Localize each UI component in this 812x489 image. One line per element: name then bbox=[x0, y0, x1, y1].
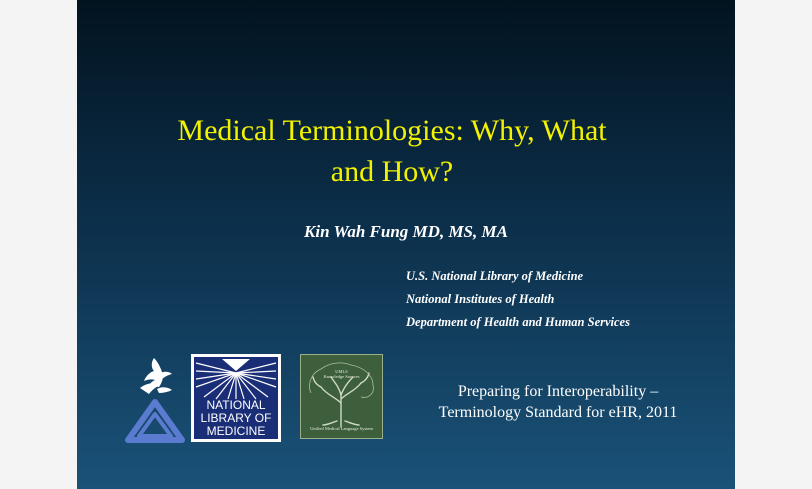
nlm-logo-line-1: NATIONAL bbox=[206, 398, 266, 412]
nlm-logo-line-2: LIBRARY OF bbox=[200, 411, 272, 425]
hhs-eagle-icon bbox=[140, 358, 172, 394]
title-slide bbox=[77, 0, 735, 489]
umls-logo bbox=[300, 354, 383, 439]
umls-top-text bbox=[301, 369, 382, 379]
nih-triangle-icon bbox=[128, 402, 182, 440]
umls-top-line-1: UMLS bbox=[335, 369, 348, 374]
nlm-logo bbox=[191, 354, 281, 442]
slide-title bbox=[117, 110, 667, 192]
affiliation-nih: National Institutes of Health bbox=[406, 292, 555, 306]
nlm-sunburst-icon bbox=[194, 357, 278, 401]
affiliations-list bbox=[406, 265, 630, 334]
nlm-logo-line-3: MEDICINE bbox=[206, 424, 266, 438]
affiliation-hhs: Department of Health and Human Services bbox=[406, 315, 630, 329]
conference-line-2: Terminology Standard for eHR, 2011 bbox=[438, 404, 678, 421]
hhs-nih-logo bbox=[124, 352, 186, 444]
conference-subtitle bbox=[420, 381, 696, 423]
title-line-2: and How? bbox=[330, 155, 454, 188]
title-line-1: Medical Terminologies: Why, What bbox=[177, 114, 607, 147]
umls-caption: Unified Medical Language System bbox=[310, 426, 373, 431]
umls-top-line-2: Knowledge Sources bbox=[323, 374, 360, 379]
author-name: Kin Wah Fung MD, MS, MA bbox=[304, 222, 508, 241]
affiliation-nlm: U.S. National Library of Medicine bbox=[406, 269, 584, 283]
conference-line-1: Preparing for Interoperability – bbox=[457, 383, 659, 400]
